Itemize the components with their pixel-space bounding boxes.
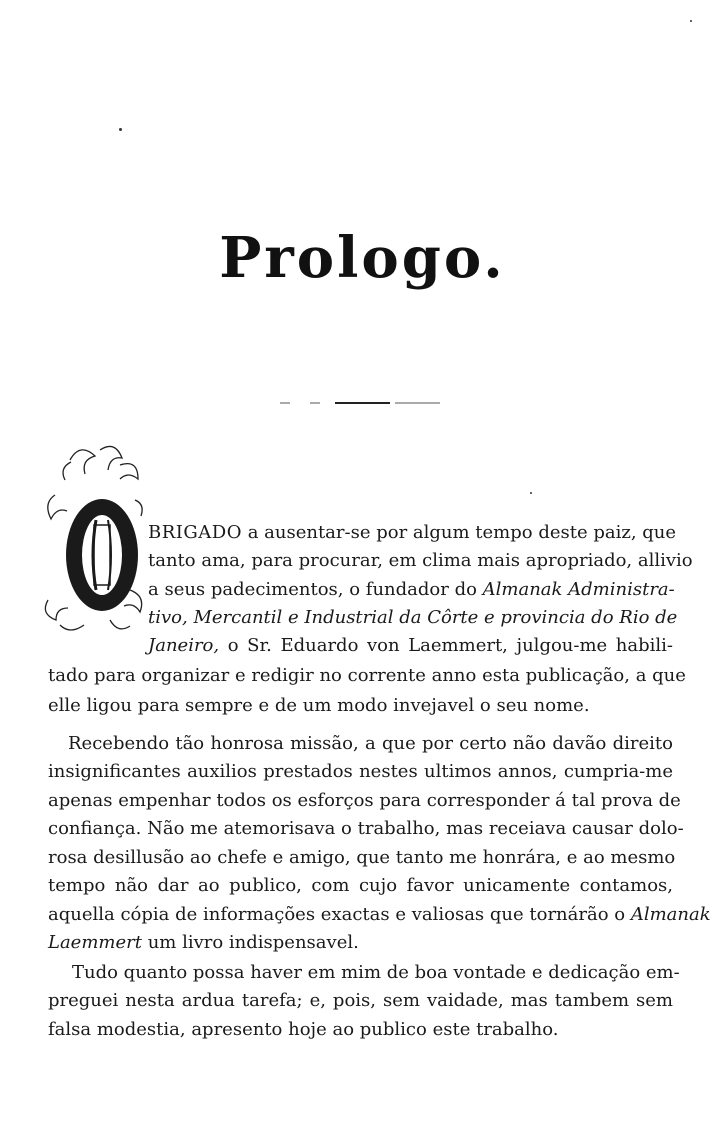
text-line <box>48 695 608 717</box>
text-line <box>48 665 686 687</box>
text-segment: Recebendo tão honrosa missão, a que por certo não davão direito <box>68 733 673 754</box>
text-line <box>72 962 680 984</box>
text-line <box>48 790 681 812</box>
text-segment: Laemmert <box>48 932 142 953</box>
text-line <box>148 579 673 601</box>
ink-speck <box>119 128 122 131</box>
ornamental-dropcap-o-icon <box>40 440 152 650</box>
text-line <box>48 875 673 897</box>
text-segment: um livro indispensavel. <box>141 932 359 953</box>
text-segment: BRIGADO <box>148 522 242 543</box>
text-line <box>148 607 678 629</box>
text-segment: tanto ama, para procurar, em clima mais apropriado, allivio <box>148 550 693 571</box>
text-segment: tivo, Mercantil e Industrial da Côrte e provincia do Rio de <box>148 607 678 628</box>
text-line <box>48 818 684 840</box>
ink-speck <box>530 492 532 494</box>
text-line <box>48 1019 608 1041</box>
page-title: Prologo. <box>219 225 506 291</box>
ink-speck <box>690 20 692 22</box>
text-segment: apenas empenhar todos os esforços para corresponder á tal prova de <box>48 790 681 811</box>
text-segment: o Sr. Eduardo von Laemmert, julgou-me habili- <box>219 635 673 656</box>
text-segment: tado para organizar e redigir no corrente anno esta publicação, a que <box>48 665 686 686</box>
text-line <box>48 904 711 926</box>
text-segment: tempo não dar ao publico, com cujo favor unicamente contamos, <box>48 875 673 896</box>
text-line <box>68 733 673 755</box>
text-segment: confiança. Não me atemorisava o trabalho, mas receiava causar dolo- <box>48 818 684 839</box>
text-segment: Janeiro, <box>148 635 220 656</box>
text-segment: preguei nesta ardua tarefa; e, pois, sem vaidade, mas tambem sem <box>48 990 673 1011</box>
text-segment: a seus padecimentos, o fundador do <box>148 579 483 600</box>
text-segment: aquella cópia de informações exactas e valiosas que tornárão o <box>48 904 631 925</box>
ornamental-rule <box>280 402 440 404</box>
text-line <box>148 635 673 657</box>
text-line <box>48 761 673 783</box>
text-line <box>48 990 673 1012</box>
text-segment: insignificantes auxilios prestados nestes ultimos annos, cumpria-me <box>48 761 673 782</box>
text-line <box>48 847 676 869</box>
text-segment: falsa modestia, apresento hoje ao publico este trabalho. <box>48 1019 559 1040</box>
text-line <box>148 522 677 544</box>
text-segment: Almanak Administra- <box>482 579 675 600</box>
text-segment: elle ligou para sempre e de um modo invejavel o seu nome. <box>48 695 590 716</box>
text-segment: Tudo quanto possa haver em mim de boa vontade e dedicação em- <box>72 962 680 983</box>
text-line <box>148 550 693 572</box>
text-segment: Almanak <box>630 904 711 925</box>
text-line <box>48 932 448 954</box>
text-segment: rosa desillusão ao chefe e amigo, que tanto me honrára, e ao mesmo <box>48 847 676 868</box>
text-segment: a ausentar-se por algum tempo deste paiz, que <box>241 522 677 543</box>
